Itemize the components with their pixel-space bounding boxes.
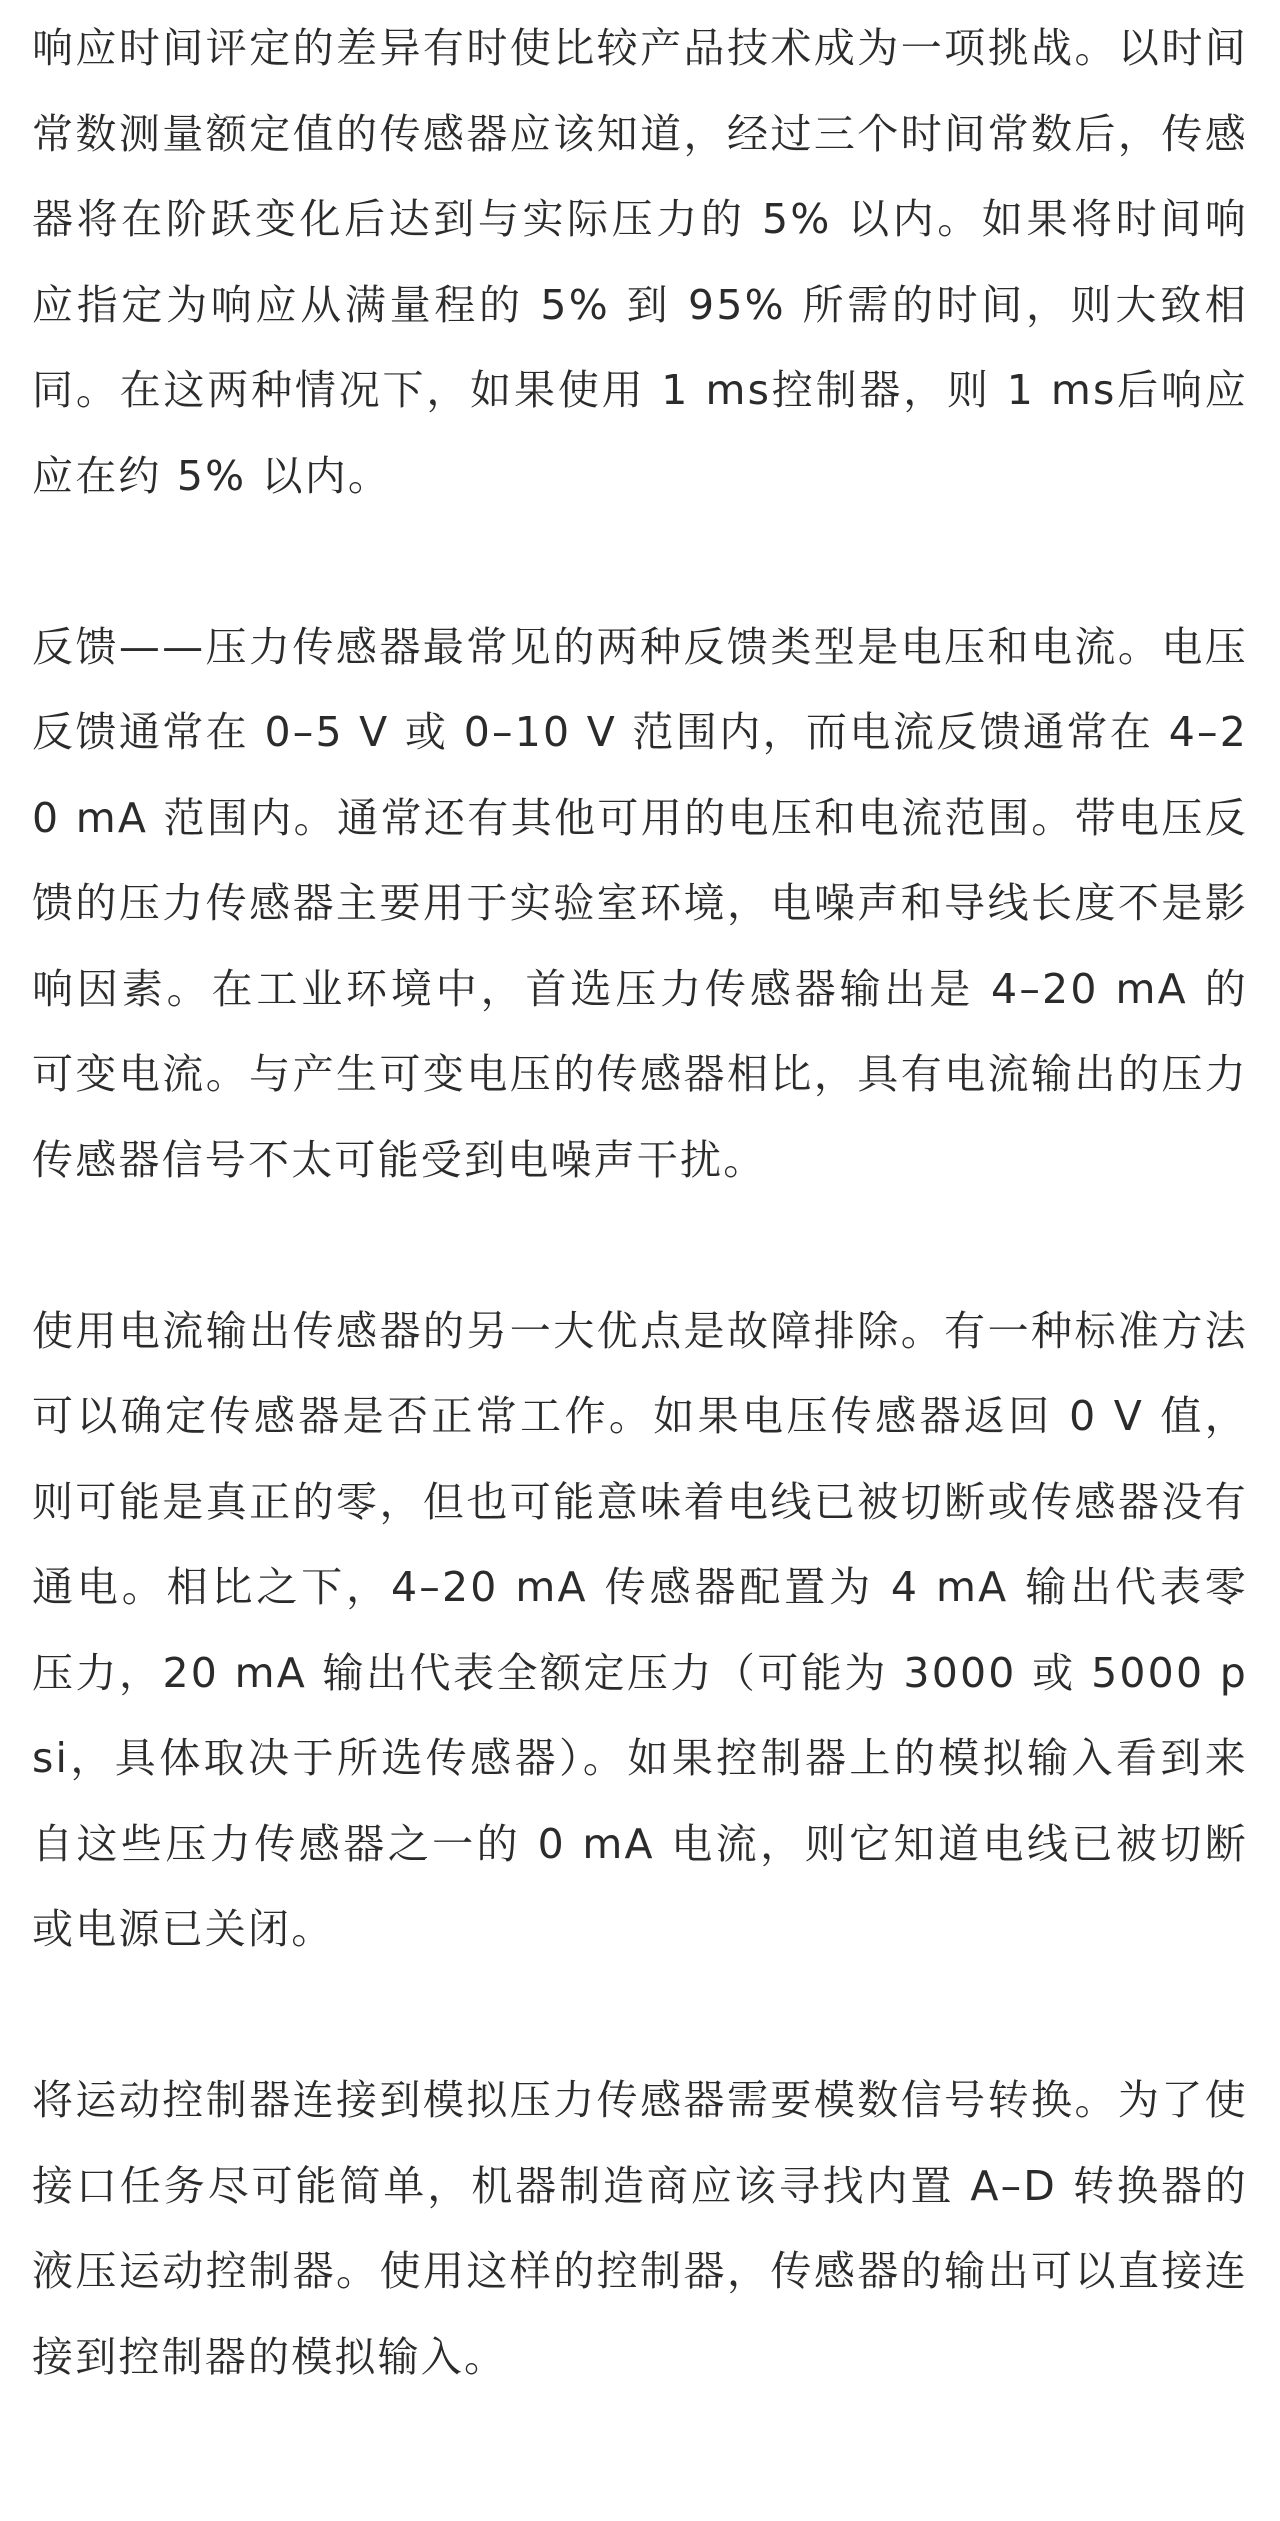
paragraph-response-time: 响应时间评定的差异有时使比较产品技术成为一项挑战。以时间常数测量额定值的传感器应该知道，经过三个时间常数后，传感器将在阶跃变化后达到与实际压力的 5% 以内。如果将时间响应指定为响应从满量程的 5% 到 95% 所需的时间，则大致相同。在这两种情况下，如果使用 1 ms控制器，则 1 ms后响应应在约 5% 以内。 [32,24,1248,500]
paragraph-ad-conversion: 将运动控制器连接到模拟压力传感器需要模数信号转换。为了使接口任务尽可能简单，机器制造商应该寻找内置 A–D 转换器的液压运动控制器。使用这样的控制器，传感器的输出可以直接连接到控制器的模拟输入。 [32,2076,1248,2381]
paragraph-troubleshooting: 使用电流输出传感器的另一大优点是故障排除。有一种标准方法可以确定传感器是否正常工作。如果电压传感器返回 0 V 值，则可能是真正的零，但也可能意味着电线已被切断或传感器没有通电。相比之下，4–20 mA 传感器配置为 4 mA 输出代表零压力，20 mA 输出代表全额定压力（可能为 3000 或 5000 psi，具体取决于所选传感器）。如果控制器上的模拟输入看到来自这些压力传感器之一的 0 mA 电流，则它知道电线已被切断或电源已关闭。 [32,1306,1248,1953]
paragraph-feedback: 反馈——压力传感器最常见的两种反馈类型是电压和电流。电压反馈通常在 0–5 V 或 0–10 V 范围内，而电流反馈通常在 4–20 mA 范围内。通常还有其他可用的电压和电流范围。带电压反馈的压力传感器主要用于实验室环境，电噪声和导线长度不是影响因素。在工业环境中，首选压力传感器输出是 4–20 mA 的可变电流。与产生可变电压的传感器相比，具有电流输出的压力传感器信号不太可能受到电噪声干扰。 [32,622,1248,1184]
